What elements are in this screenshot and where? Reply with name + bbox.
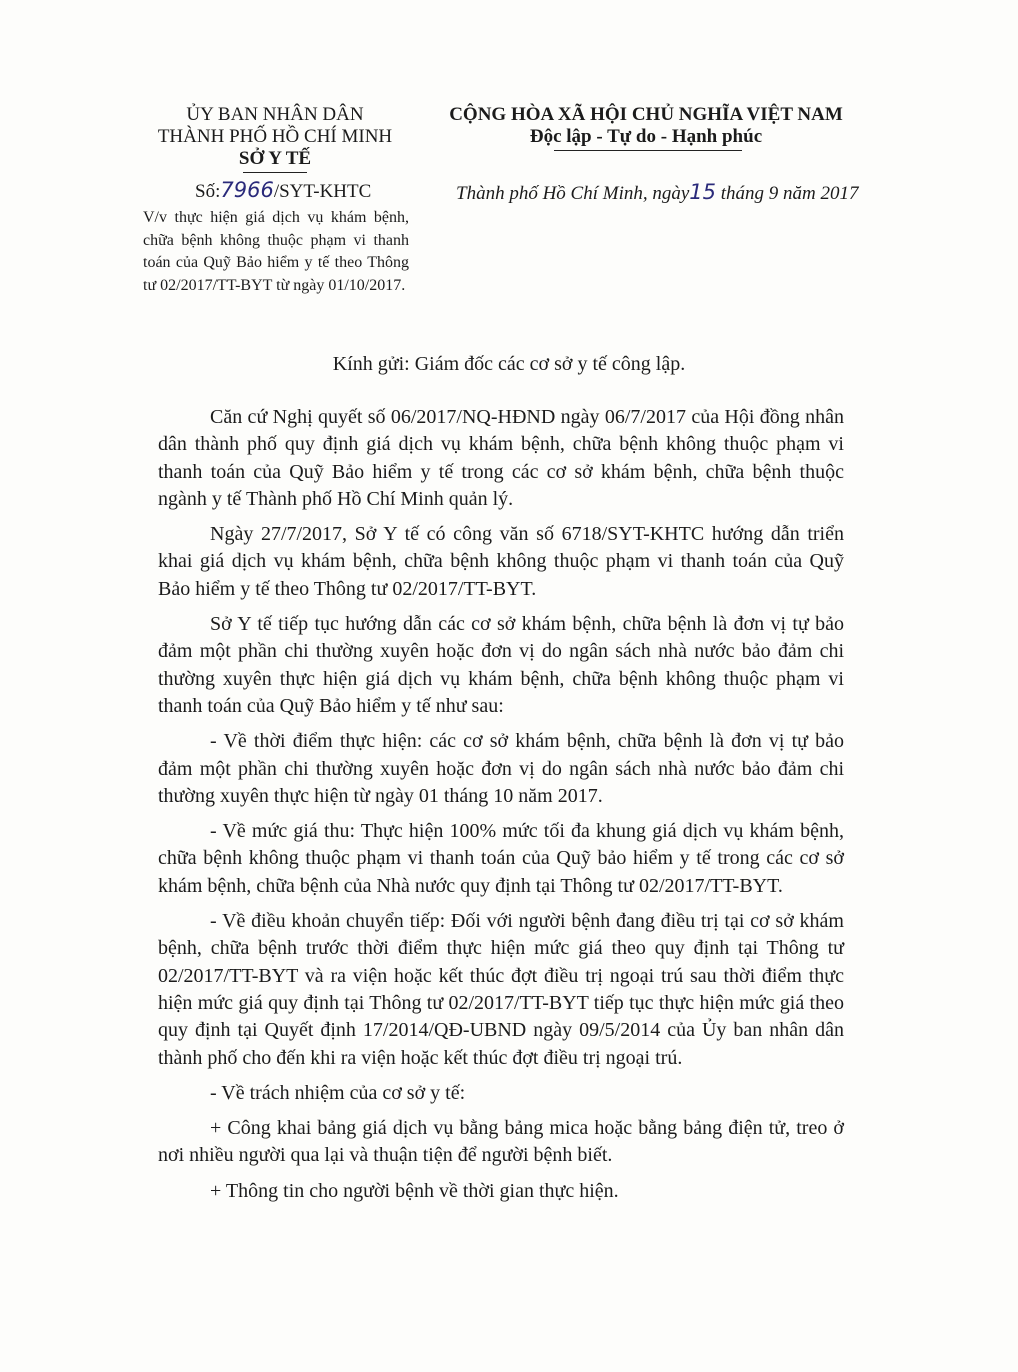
date-prefix: Thành phố Hồ Chí Minh, ngày xyxy=(456,183,690,204)
body-paragraph: - Về điều khoản chuyển tiếp: Đối với người bệnh đang điều trị tại cơ sở khám bệnh, chữa bệnh trước thời điểm thực hiện mức giá theo quy định tại Thông tư 02/2017/TT-BYT và ra viện hoặc kết thúc đợt điều trị ngoại trú sau thời điểm thực hiện mức giá quy định tại Thông tư 02/2017/TT-BYT tiếp tục thực hiện mức giá theo quy định tại Quyết định 17/2014/QĐ-UBND ngày 09/5/2014 của Ủy ban nhân dân thành phố cho đến khi ra viện hoặc kết thúc đợt điều trị ngoại trú. xyxy=(158,910,844,1069)
issue-date xyxy=(456,180,859,205)
body-paragraph: + Công khai bảng giá dịch vụ bằng bảng mica hoặc bằng bảng điện tử, treo ở nơi nhiều người qua lại và thuận tiện để người bệnh biết. xyxy=(158,1117,844,1167)
issuing-authority xyxy=(130,104,420,170)
country-name: CỘNG HÒA XÃ HỘI CHỦ NGHĨA VIỆT NAM xyxy=(449,104,843,125)
date-year: năm 2017 xyxy=(778,183,859,204)
national-motto xyxy=(420,104,872,148)
body-paragraph: + Thông tin cho người bệnh về thời gian thực hiện. xyxy=(210,1179,619,1202)
handwritten-day: 15 xyxy=(689,180,717,204)
document-number xyxy=(195,178,371,203)
body-paragraph: - Về mức giá thu: Thực hiện 100% mức tối đa khung giá dịch vụ khám bệnh, chữa bệnh không thuộc phạm vi thanh toán của Quỹ bảo hiểm y tế trong các cơ sở khám bệnh, chữa bệnh của Nhà nước quy định tại Thông tư 02/2017/TT-BYT. xyxy=(158,820,844,897)
body-paragraph: Ngày 27/7/2017, Sở Y tế có công văn số 6718/SYT-KHTC hướng dẫn triển khai giá dịch vụ khám bệnh, chữa bệnh không thuộc phạm vi thanh toán của Quỹ Bảo hiểm y tế theo Thông tư 02/2017/TT-BYT. xyxy=(158,523,844,600)
department-name: SỞ Y TẾ xyxy=(238,148,312,169)
motto: Độc lập - Tự do - Hạnh phúc xyxy=(529,126,763,147)
recipient-line: Kính gửi: Giám đốc các cơ sở y tế công lập. xyxy=(332,353,686,375)
body-paragraph: - Về thời điểm thực hiện: các cơ sở khám bệnh, chữa bệnh là đơn vị tự bảo đảm một phần chi thường xuyên hoặc đơn vị do ngân sách nhà nước bảo đảm chi thường xuyên thực hiện từ ngày 01 tháng 10 năm 2017. xyxy=(158,730,844,807)
department-underline xyxy=(243,172,307,173)
motto-underline xyxy=(554,150,742,151)
date-month: tháng 9 xyxy=(716,183,779,204)
subject-line: V/v thực hiện giá dịch vụ khám bệnh, chữa bệnh không thuộc phạm vi thanh toán của Quỹ Bảo hiểm y tế theo Thông tư 02/2017/TT-BYT từ ngày 01/10/2017. xyxy=(143,209,409,294)
authority-line-1: ỦY BAN NHÂN DÂN xyxy=(186,104,364,125)
body-paragraph: - Về trách nhiệm của cơ sở y tế: xyxy=(210,1081,466,1104)
handwritten-number: 7966 xyxy=(220,178,274,202)
document-body xyxy=(158,404,844,1213)
body-paragraph: Sở Y tế tiếp tục hướng dẫn các cơ sở khám bệnh, chữa bệnh là đơn vị tự bảo đảm một phần chi thường xuyên hoặc đơn vị do ngân sách nhà nước bảo đảm chi thường xuyên thực hiện giá dịch vụ khám bệnh, chữa bệnh không thuộc phạm vi thanh toán của Quỹ Bảo hiểm y tế như sau: xyxy=(158,613,844,717)
number-suffix: /SYT-KHTC xyxy=(273,181,372,202)
body-paragraph: Căn cứ Nghị quyết số 06/2017/NQ-HĐND ngày 06/7/2017 của Hội đồng nhân dân thành phố quy định giá dịch vụ khám bệnh, chữa bệnh không thuộc phạm vi thanh toán của Quỹ Bảo hiểm y tế trong các cơ sở khám bệnh, chữa bệnh thuộc ngành y tế Thành phố Hồ Chí Minh quản lý. xyxy=(158,406,844,510)
number-prefix: Số: xyxy=(195,181,221,202)
authority-line-2: THÀNH PHỐ HỒ CHÍ MINH xyxy=(157,126,393,147)
